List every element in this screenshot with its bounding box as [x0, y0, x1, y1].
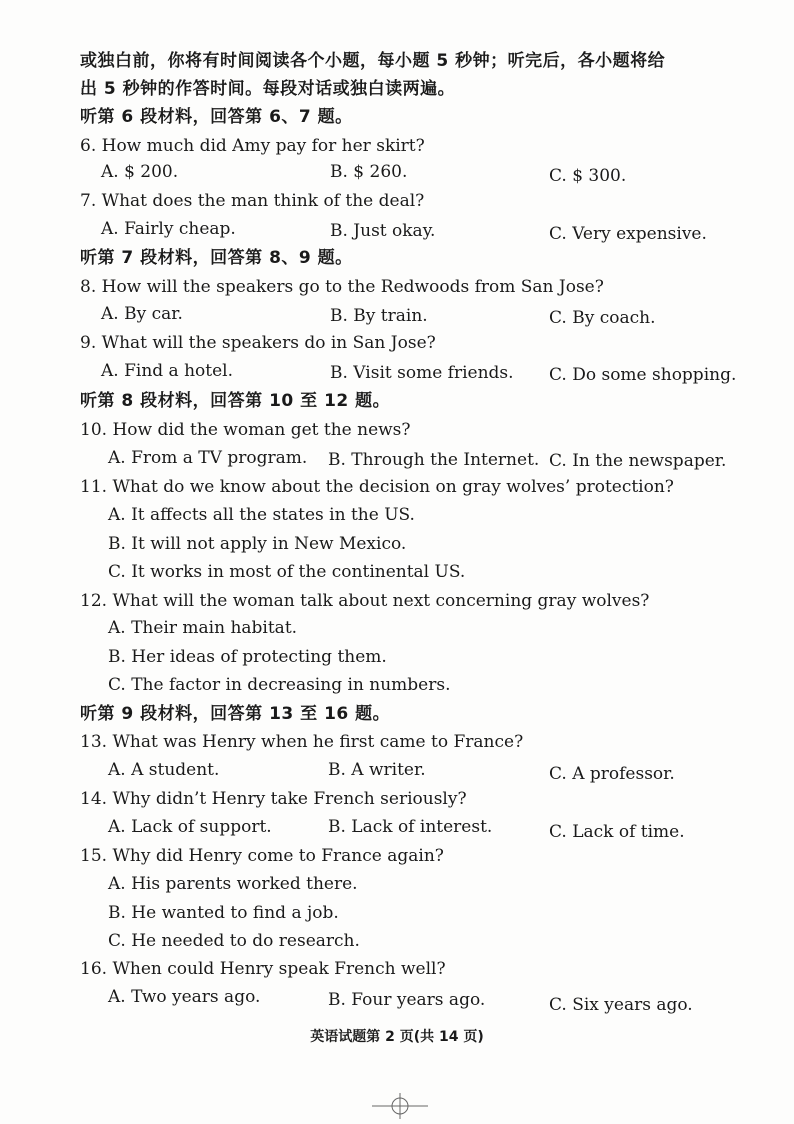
question-13: 13. What was Henry when he first came to France? [80, 732, 524, 752]
option-b: B. A writer. [328, 760, 426, 780]
option-b: B. Through the Internet. [328, 450, 540, 470]
option-c: C. Do some shopping. [549, 365, 737, 385]
options-q10 [0, 447, 794, 471]
option-c: C. $ 300. [549, 166, 627, 186]
intro-line-1: 或独白前，你将有时间阅读各个小题，每小题 5 秒钟；听完后，各小题将给 [80, 51, 666, 71]
options-q14 [0, 816, 794, 840]
option-a: A. A student. [108, 760, 220, 780]
option-b: B. Lack of interest. [328, 817, 493, 837]
options-q7 [0, 218, 794, 242]
option-c: C. By coach. [549, 308, 656, 328]
option-a: A. Find a hotel. [101, 361, 234, 381]
option-a-q15: A. His parents worked there. [108, 874, 358, 894]
question-10: 10. How did the woman get the news? [80, 420, 411, 440]
option-b-q11: B. It will not apply in New Mexico. [108, 534, 407, 554]
option-b: B. By train. [330, 306, 428, 326]
option-b: B. Visit some friends. [330, 363, 514, 383]
question-15: 15. Why did Henry come to France again? [80, 846, 444, 866]
page-footer: 英语试题第 2 页(共 14 页) [310, 1029, 484, 1045]
options-q16 [0, 986, 794, 1015]
option-a: A. Fairly cheap. [101, 219, 236, 239]
question-8: 8. How will the speakers go to the Redwoods from San Jose? [80, 277, 604, 297]
question-16: 16. When could Henry speak French well? [80, 959, 446, 979]
question-9: 9. What will the speakers do in San Jose? [80, 333, 436, 353]
option-a: A. From a TV program. [108, 448, 308, 468]
question-6: 6. How much did Amy pay for her skirt? [80, 136, 425, 156]
option-a-q12: A. Their main habitat. [108, 618, 298, 638]
question-11: 11. What do we know about the decision on gray wolves’ protection? [80, 477, 674, 497]
option-b: B. Four years ago. [328, 990, 486, 1010]
intro-line-2: 出 5 秒钟的作答时间。每段对话或独白读两遍。 [80, 79, 456, 99]
option-a: A. By car. [101, 304, 183, 324]
question-12: 12. What will the woman talk about next concerning gray wolves? [80, 591, 650, 611]
option-c-q11: C. It works in most of the continental US. [108, 562, 466, 582]
option-c: C. A professor. [549, 764, 675, 784]
section-heading-7: 听第 7 段材料，回答第 8、9 题。 [80, 248, 353, 268]
option-b-q12: B. Her ideas of protecting them. [108, 647, 387, 667]
option-b-q15: B. He wanted to find a job. [108, 903, 339, 923]
section-heading-8: 听第 8 段材料，回答第 10 至 12 题。 [80, 391, 391, 411]
section-heading-6: 听第 6 段材料，回答第 6、7 题。 [80, 107, 353, 127]
option-a: A. $ 200. [101, 162, 179, 182]
option-a-q11: A. It affects all the states in the US. [108, 505, 415, 525]
option-a: A. Two years ago. [108, 987, 261, 1007]
option-c: C. Very expensive. [549, 224, 707, 244]
options-q6 [0, 161, 794, 185]
option-a: A. Lack of support. [108, 817, 272, 837]
options-q8 [0, 303, 794, 327]
registration-mark-icon [372, 1093, 428, 1119]
options-q9 [0, 360, 794, 384]
option-c-q15: C. He needed to do research. [108, 931, 360, 951]
option-b: B. Just okay. [330, 221, 436, 241]
question-7: 7. What does the man think of the deal? [80, 191, 425, 211]
option-c: C. Lack of time. [549, 822, 685, 842]
option-c-q12: C. The factor in decreasing in numbers. [108, 675, 451, 695]
options-q13 [0, 759, 794, 783]
section-heading-9: 听第 9 段材料，回答第 13 至 16 题。 [80, 704, 391, 724]
option-c: C. Six years ago. [549, 995, 693, 1015]
option-b: B. $ 260. [330, 162, 408, 182]
question-14: 14. Why didn’t Henry take French seriously? [80, 789, 467, 809]
option-c: C. In the newspaper. [549, 451, 727, 471]
